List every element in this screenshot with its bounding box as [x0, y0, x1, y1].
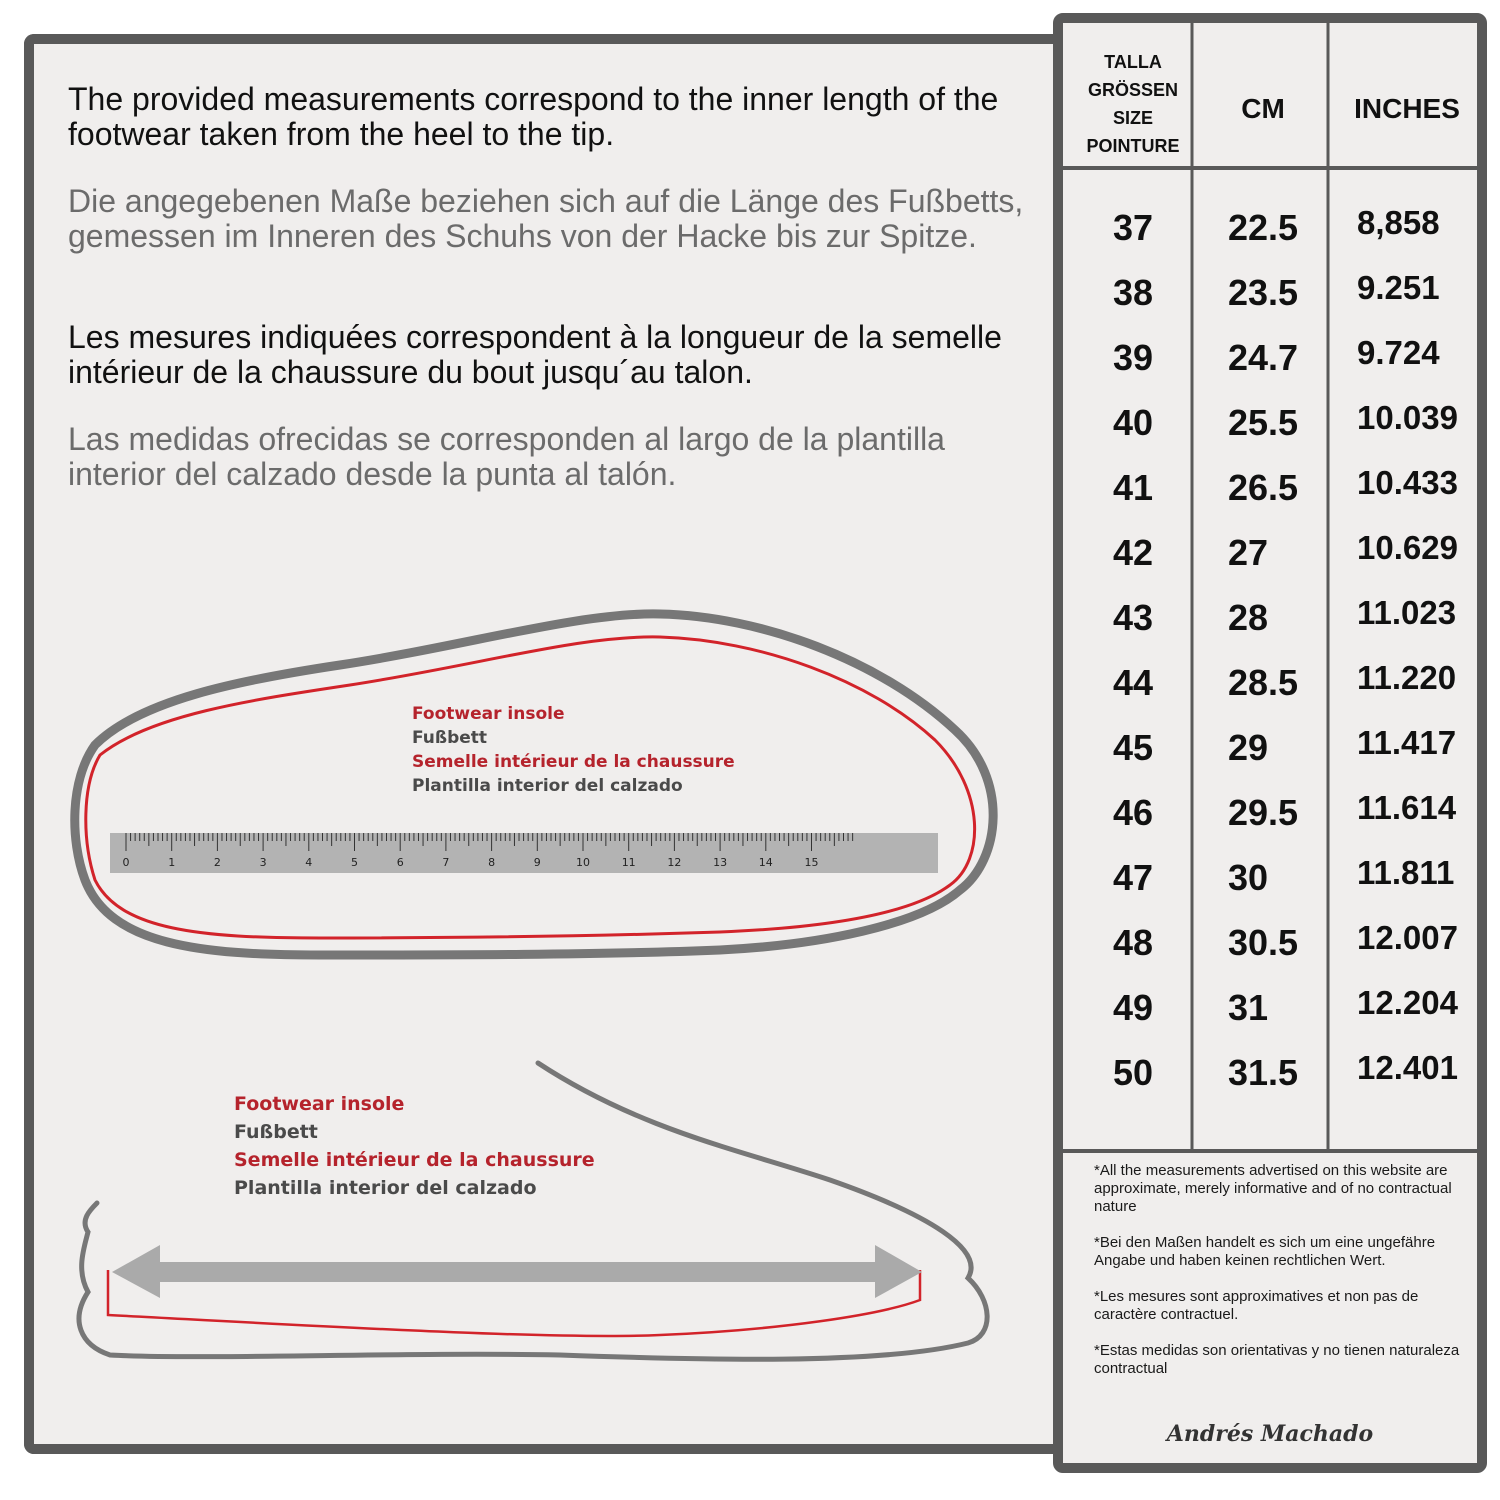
ruler-label: 5: [351, 856, 358, 869]
inches-cell: 12.007: [1357, 919, 1458, 956]
legend-en: Footwear insole: [234, 1093, 405, 1115]
cm-cell: 23.5: [1228, 272, 1299, 313]
inches-cell: 11.417: [1357, 724, 1457, 761]
size-cell: 44: [1112, 662, 1154, 703]
cm-cell: 30.5: [1228, 922, 1299, 963]
header-cm: CM: [1241, 93, 1285, 124]
cm-cell: 26.5: [1228, 467, 1299, 508]
cm-cell: 27: [1228, 532, 1269, 573]
disclaimers: [1094, 1162, 1464, 1396]
legend-en: Footwear insole: [412, 704, 565, 724]
ruler-label: 4: [305, 856, 313, 869]
inches-cell: 10.629: [1357, 529, 1458, 566]
inches-cell: 9.724: [1357, 334, 1440, 371]
ruler-label: 13: [713, 856, 728, 869]
header-size: TALLA GRÖSSEN SIZE POINTURE: [1086, 52, 1180, 156]
size-cell: 46: [1112, 792, 1154, 833]
cm-cell: 29.5: [1228, 792, 1299, 833]
legend-fr: Semelle intérieur de la chaussure: [234, 1149, 595, 1171]
inches-cell: 10.433: [1357, 464, 1458, 501]
cm-cell: 22.5: [1228, 207, 1299, 248]
cm-cell: 25.5: [1228, 402, 1299, 443]
size-cell: 40: [1112, 402, 1154, 443]
disclaimer-de: *Bei den Maßen handelt es sich um eine ungefähre Angabe und haben keinen rechtlichen Wert.: [1094, 1234, 1436, 1269]
ruler-label: 7: [442, 856, 450, 869]
cm-cell: 31: [1228, 987, 1269, 1028]
intro-en: The provided measurements correspond to the inner length of the footwear taken from the heel to the tip.: [68, 81, 999, 152]
cm-cell: 24.7: [1228, 337, 1299, 378]
cm-cell: 30: [1228, 857, 1269, 898]
inches-cell: 8,858: [1357, 204, 1440, 241]
ruler-label: 10: [576, 856, 590, 869]
cm-cell: 28.5: [1228, 662, 1299, 703]
ruler-label: 0: [122, 856, 130, 869]
brand-logo: Andrés Machado: [1166, 1421, 1374, 1447]
intro-de: Die angegebenen Maße beziehen sich auf die Länge des Fußbetts, gemessen im Inneren des Schuhs von der Hacke bis zur Spitze.: [68, 183, 1024, 254]
intro-es: Las medidas ofrecidas se corresponden al largo de la plantilla interior del calzado desde la punta al talón.: [68, 421, 945, 492]
legend-es: Plantilla interior del calzado: [234, 1177, 537, 1199]
cm-cell: 31.5: [1228, 1052, 1299, 1093]
disclaimer-en: *All the measurements advertised on this website are approximate, merely informative and of no contractual nature: [1094, 1162, 1452, 1215]
ruler-label: 11: [621, 856, 636, 869]
legend-de: Fußbett: [234, 1121, 318, 1143]
inches-cell: 11.220: [1357, 659, 1457, 696]
size-cell: 38: [1112, 272, 1154, 313]
ruler-label: 9: [533, 856, 541, 869]
size-cell: 41: [1112, 467, 1154, 508]
cm-cell: 28: [1228, 597, 1269, 638]
inches-cell: 11.023: [1357, 594, 1457, 631]
size-cell: 47: [1112, 857, 1154, 898]
inches-cell: 11.811: [1357, 854, 1455, 891]
size-cell: 48: [1112, 922, 1154, 963]
size-cell: 42: [1112, 532, 1154, 573]
size-cell: 50: [1112, 1052, 1154, 1093]
ruler-label: 14: [758, 856, 773, 869]
ruler-label: 8: [488, 856, 496, 869]
legend-es: Plantilla interior del calzado: [412, 776, 683, 796]
legend-de: Fußbett: [412, 728, 488, 748]
inches-cell: 10.039: [1357, 399, 1458, 436]
inches-cell: 12.204: [1357, 984, 1458, 1021]
inches-cell: 11.614: [1357, 789, 1457, 826]
size-cell: 45: [1112, 727, 1154, 768]
ruler-label: 3: [259, 856, 267, 869]
ruler-label: 2: [213, 856, 221, 869]
size-cell: 49: [1112, 987, 1154, 1028]
cm-cell: 29: [1228, 727, 1269, 768]
size-cell: 43: [1112, 597, 1154, 638]
size-cell: 39: [1112, 337, 1154, 378]
inches-cell: 12.401: [1357, 1049, 1458, 1086]
size-cell: 37: [1112, 207, 1154, 248]
disclaimer-fr: *Les mesures sont approximatives et non pas de caractère contractuel.: [1094, 1288, 1419, 1323]
ruler-label: 15: [804, 856, 819, 869]
disclaimer-es: *Estas medidas son orientativas y no tienen naturaleza contractual: [1094, 1342, 1460, 1377]
ruler-label: 12: [667, 856, 682, 869]
intro-fr: Les mesures indiquées correspondent à la longueur de la semelle intérieur de la chaussure du bout jusqu´au talon.: [68, 319, 1002, 390]
inches-cell: 9.251: [1357, 269, 1440, 306]
header-inches: INCHES: [1354, 93, 1460, 124]
ruler-label: 6: [396, 856, 404, 869]
legend-fr: Semelle intérieur de la chaussure: [412, 752, 735, 772]
ruler-label: 1: [168, 856, 176, 869]
